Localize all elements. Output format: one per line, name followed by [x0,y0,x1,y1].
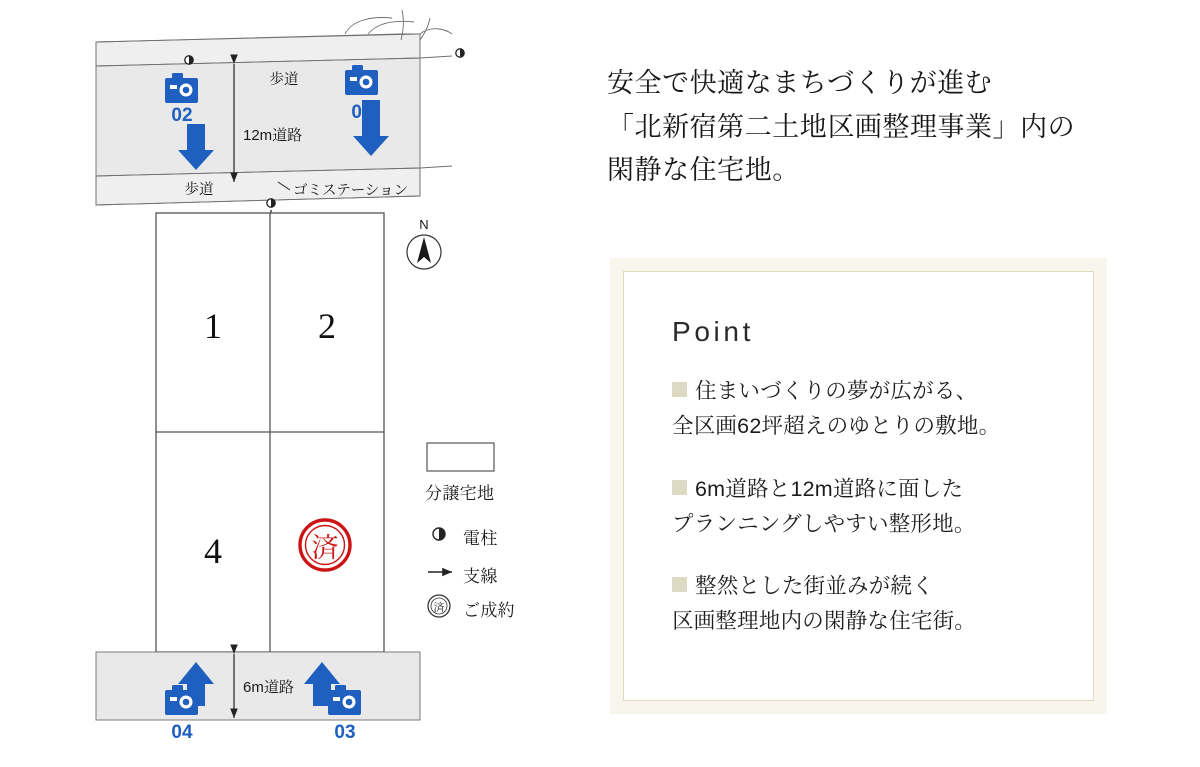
lot-block [156,213,384,652]
point-box [610,258,1107,714]
legend-sold-stamp-text: 済 [433,601,445,614]
point-box-inner [623,271,1094,701]
lot-number-1: 1 [204,306,222,346]
camera-label-03: 03 [334,722,356,743]
site-plan-svg [0,0,580,767]
camera-label-01: 01 [351,102,373,123]
south-road-width-label: 6m道路 [243,679,294,696]
north-road-width-label: 12m道路 [243,127,303,144]
legend-label-pole: 電柱 [463,529,498,548]
sidewalk-label-bottom: 歩道 [184,182,214,198]
copy-panel [600,0,1200,767]
point-item-2-line-2: プランニングしやすい整形地。 [672,511,976,536]
point-item-3-line-1: 整然とした街並みが続く [695,574,934,598]
camera-label-04: 04 [171,722,193,743]
point-bullet-icon [672,577,687,592]
point-item-3 [672,569,1055,640]
point-item-2-line-1: 6m道路と12m道路に面した [695,476,964,501]
garbage-station-label: ゴミステーション [293,183,409,199]
point-title: Point [672,316,755,347]
point-bullet-icon [672,480,687,495]
compass-north-label: N [419,217,429,232]
point-item-1 [672,374,1055,445]
legend-label-sold: ご成約 [463,601,516,620]
headline-line-3: 閑静な住宅地。 [607,155,800,186]
sidewalk-label-top: 歩道 [269,72,299,88]
north-road [96,10,452,205]
legend-plot-swatch [427,443,494,471]
headline-line-1: 安全で快適なまちづくりが進む [607,68,993,98]
point-item-1-line-2: 全区画62坪超えのゆとりの敷地。 [672,414,1001,439]
lot-number-4: 4 [204,531,222,571]
legend-label-wire: 支線 [463,567,498,586]
legend-label-plot: 分譲宅地 [425,484,495,503]
sold-stamp-text: 済 [311,533,339,564]
headline [607,62,1167,193]
legend-sold-stamp-icon [428,595,450,617]
point-item-3-line-2: 区画整理地内の閑静な住宅街。 [672,609,977,634]
site-plan-map [0,0,580,767]
point-bullet-icon [672,382,687,397]
headline-line-2: 「北新宿第二土地区画整理事業」内の [607,111,1076,142]
camera-label-02: 02 [171,105,193,126]
compass-icon [407,217,441,269]
point-item-2 [672,472,1055,543]
lot-number-2: 2 [318,306,336,346]
point-item-1-line-1: 住まいづくりの夢が広がる、 [695,379,978,403]
